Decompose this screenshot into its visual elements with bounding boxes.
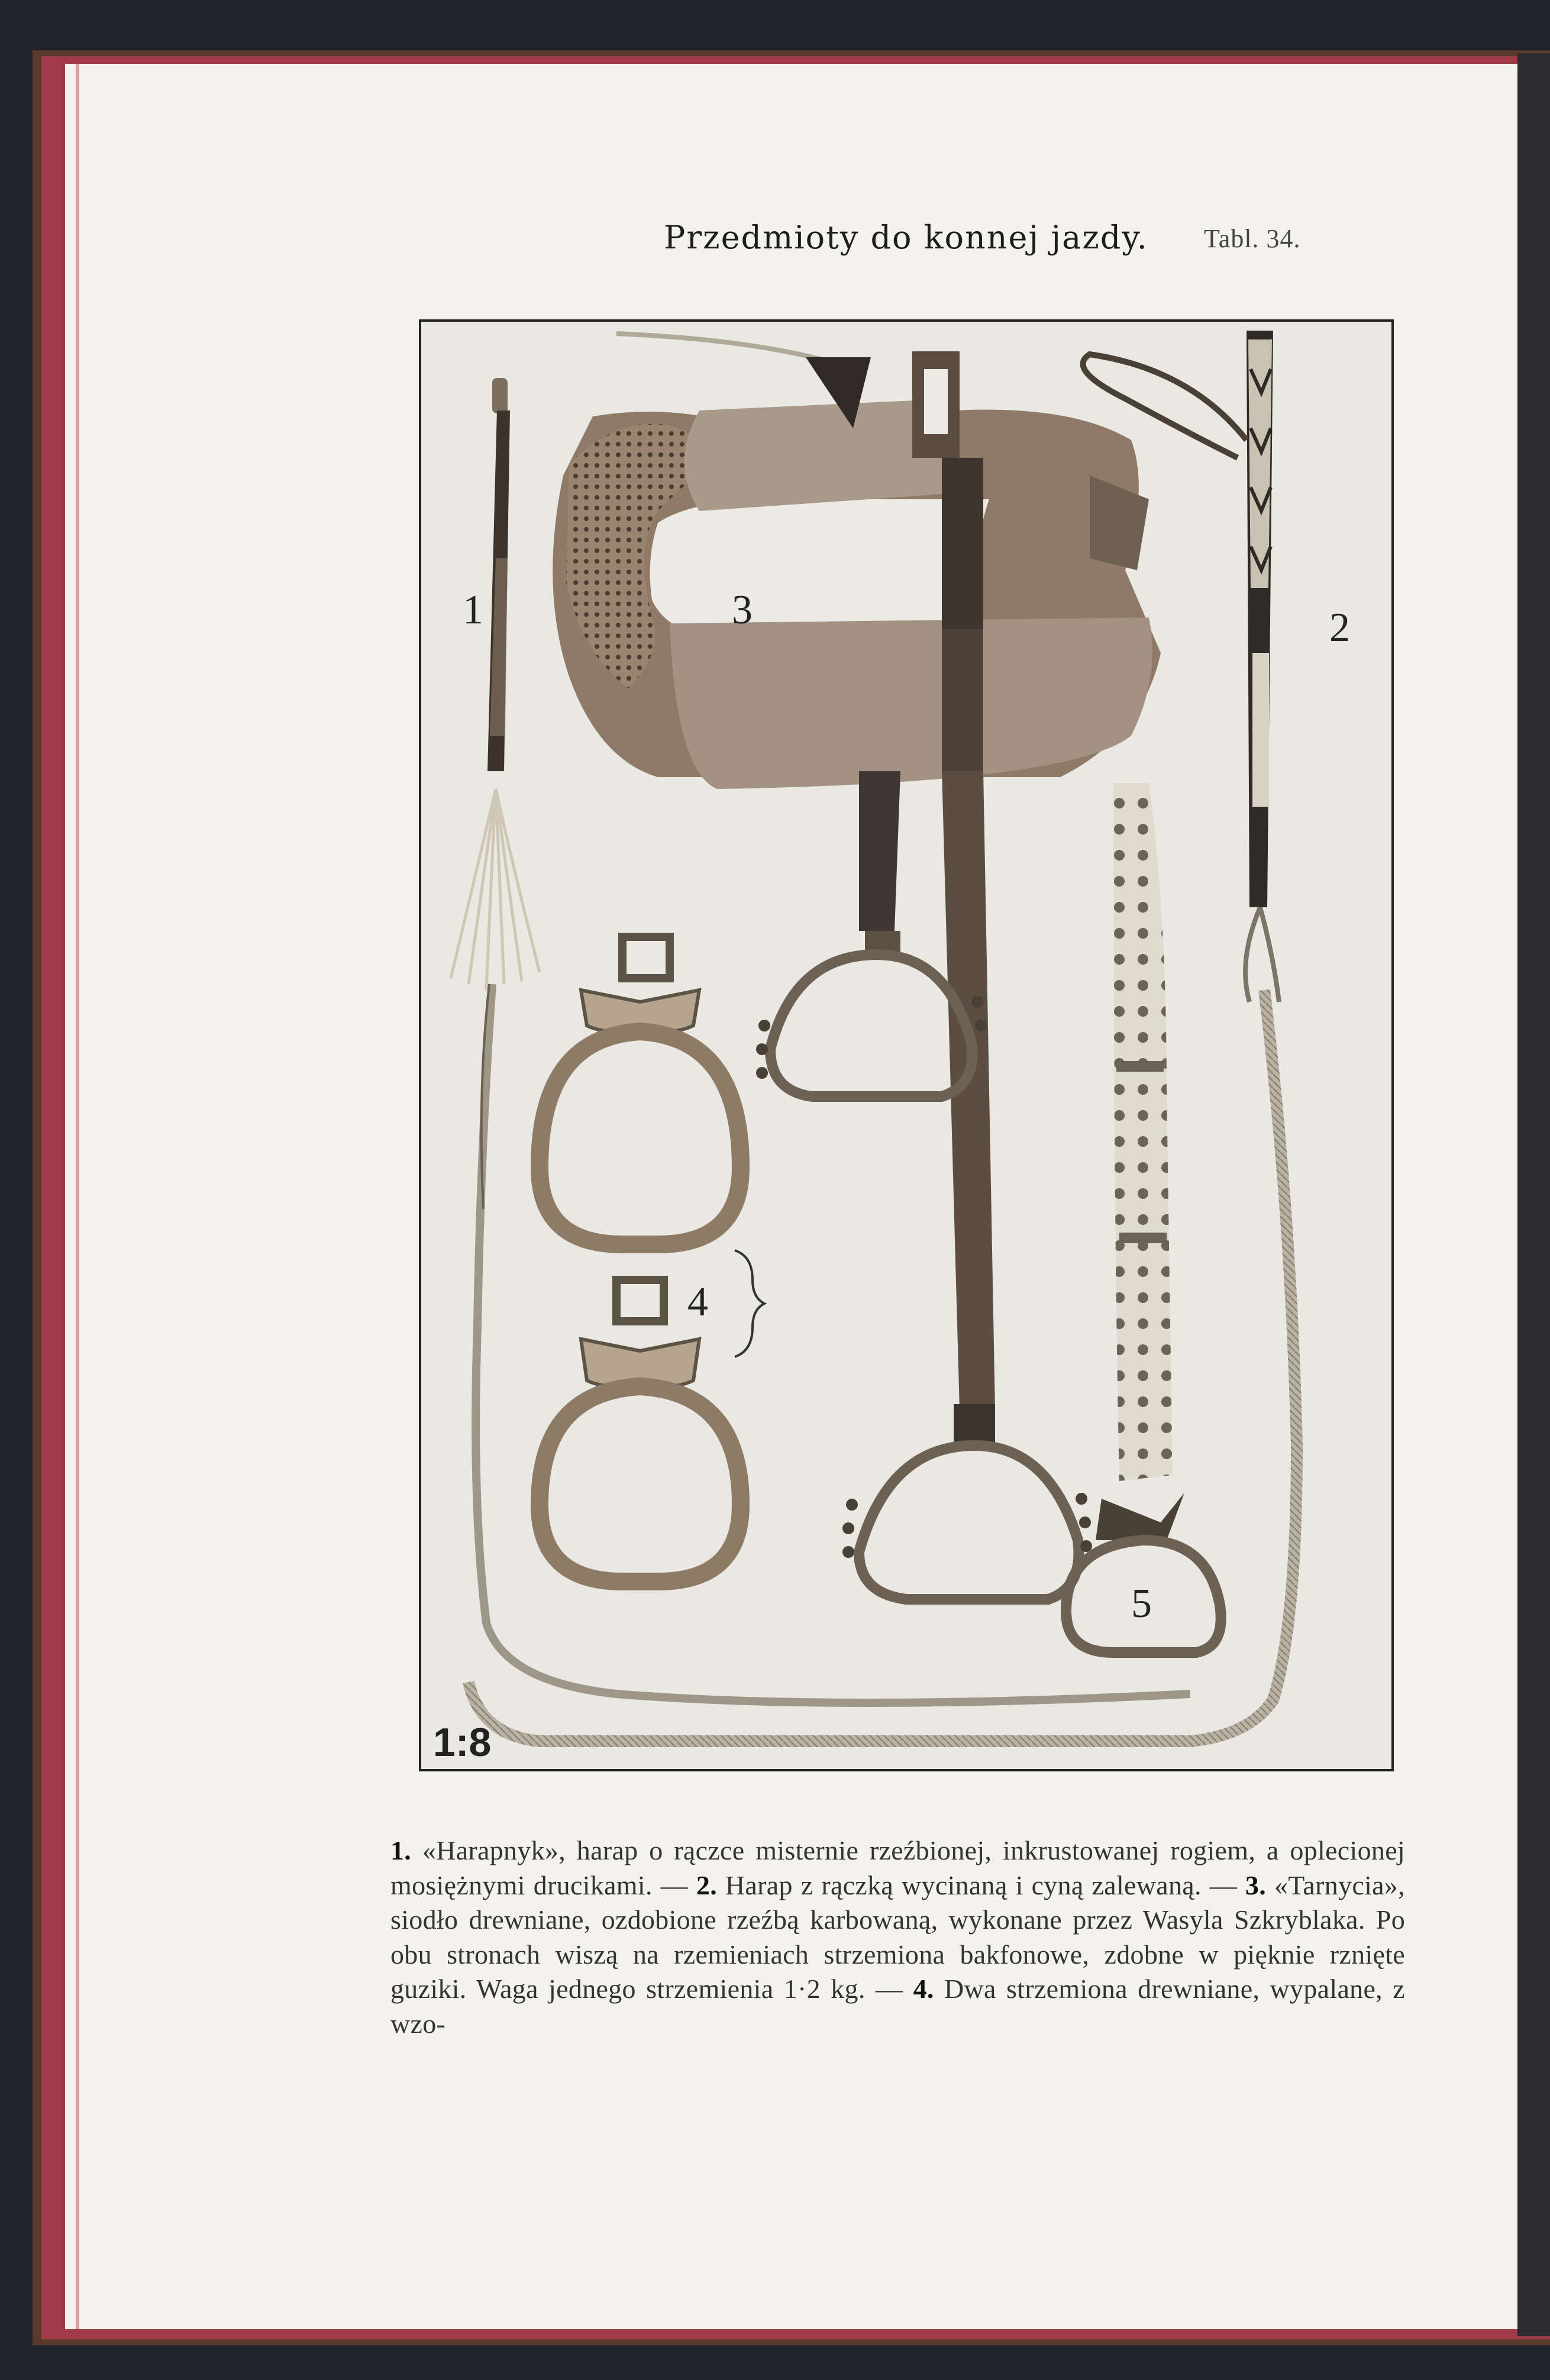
bracket-item-4	[735, 1250, 764, 1357]
caption-number-1: 1.	[390, 1835, 412, 1865]
photograph-illustration	[421, 322, 1391, 1769]
caption-text-4: Dwa strzemiona drewniane, wypalane, z wzo-	[390, 1974, 1405, 2039]
item-label-5: 5	[1131, 1581, 1152, 1626]
caption-text-2: Harap z rączką wycinaną i cyną zalewaną. —	[717, 1870, 1245, 1900]
next-page-edge	[1517, 53, 1550, 2336]
caption-number-3: 3.	[1245, 1870, 1267, 1900]
item-label-4: 4	[687, 1279, 708, 1325]
caption-text-1: «Harapnyk», harap o rączce misternie rzeźbionej, inkrustowanej rogiem, a oplecionej mosiężnymi drucikami. —	[390, 1835, 1405, 1900]
wooden-stirrup-4b	[540, 1280, 741, 1582]
plate-caption	[390, 1833, 1405, 2041]
plate-photograph	[419, 319, 1394, 1771]
running-title: Przedmioty do konnej jazdy.	[664, 219, 1148, 256]
page-gilt-edge	[76, 64, 79, 2329]
wooden-stirrup-4a	[540, 937, 741, 1244]
item-label-2: 2	[1329, 605, 1350, 651]
saddle-3	[553, 334, 1161, 789]
scale-label: 1:8	[433, 1720, 492, 1765]
caption-text-3: «Tarnycia», siodło drewniane, ozdobione rzeźbą karbowaną, wykonane przez Wasyla Szkryblaka. Po obu stronach wiszą na rzemieniach strzemiona bakfonowe, zdobne w pięknie rznięte guziki. Waga jednego strzemienia 1·2 kg. —	[390, 1870, 1405, 2004]
caption-number-2: 2.	[696, 1870, 717, 1900]
page-header	[651, 219, 1361, 272]
item-label-1: 1	[463, 587, 483, 633]
caption-number-4: 4.	[913, 1974, 934, 2004]
item-label-3: 3	[732, 587, 753, 633]
plate-number: Tabl. 34.	[1204, 224, 1301, 253]
